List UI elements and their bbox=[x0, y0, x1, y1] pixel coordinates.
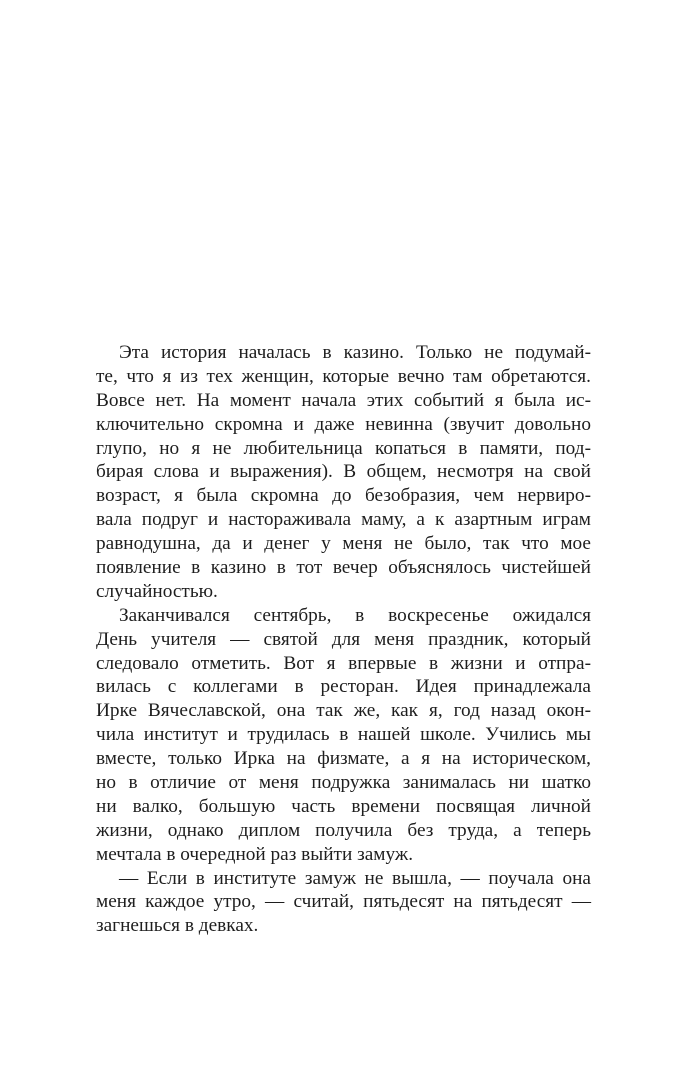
text-line: вала подруг и настораживала маму, а к азартным играм bbox=[96, 509, 591, 531]
text-line: случайностью. bbox=[96, 580, 218, 602]
text-line: следовало отметить. Вот я впервые в жизни и отпра- bbox=[96, 652, 591, 674]
text-line: мечтала в очередной раз выйти замуж. bbox=[96, 843, 414, 865]
paragraph bbox=[96, 604, 591, 867]
text-line: чила институт и трудилась в нашей школе. Учились мы bbox=[96, 724, 591, 746]
text-line: День учителя — святой для меня праздник, который bbox=[96, 628, 591, 650]
text-line: ключительно скромна и даже невинна (звучит довольно bbox=[96, 413, 591, 435]
text-line: Эта история началась в казино. Только не подумай- bbox=[119, 342, 591, 363]
text-line: загнешься в девках. bbox=[96, 915, 259, 937]
text-line: жизни, однако диплом получила без труда, а теперь bbox=[96, 819, 591, 841]
text-line: равнодушна, да и денег у меня не было, так что мое bbox=[96, 533, 591, 555]
text-line: глупо, но я не любительница копаться в памяти, под- bbox=[96, 437, 591, 459]
text-line: но в отличие от меня подружка занималась ни шатко bbox=[96, 772, 591, 794]
text-line: меня каждое утро, — считай, пятьдесят на пятьдесят — bbox=[96, 891, 591, 913]
text-line: те, что я из тех женщин, которые вечно там обретаются. bbox=[96, 365, 591, 387]
text-line: Вовсе нет. На момент начала этих событий я была ис- bbox=[96, 389, 591, 411]
text-line: бирая слова и выражения). В общем, несмотря на свой bbox=[96, 461, 591, 483]
text-line: появление в казино в тот вечер объяснялось чистейшей bbox=[96, 557, 591, 579]
text-line: ни валко, большую часть времени посвящая личной bbox=[96, 795, 591, 817]
text-line: — Если в институте замуж не вышла, — поучала она bbox=[119, 867, 591, 889]
body-text bbox=[96, 341, 591, 938]
text-line: Ирке Вячеславской, она так же, как я, год назад окон- bbox=[96, 700, 591, 722]
text-line: Заканчивался сентябрь, в воскресенье ожидался bbox=[119, 604, 591, 626]
text-line: возраст, я была скромна до безобразия, чем нервиро- bbox=[96, 485, 591, 507]
paragraph bbox=[96, 867, 591, 939]
text-line: вместе, только Ирка на физмате, а я на историческом, bbox=[96, 748, 591, 770]
text-line: вилась с коллегами в ресторан. Идея принадлежала bbox=[96, 676, 591, 698]
paragraph bbox=[96, 341, 591, 604]
